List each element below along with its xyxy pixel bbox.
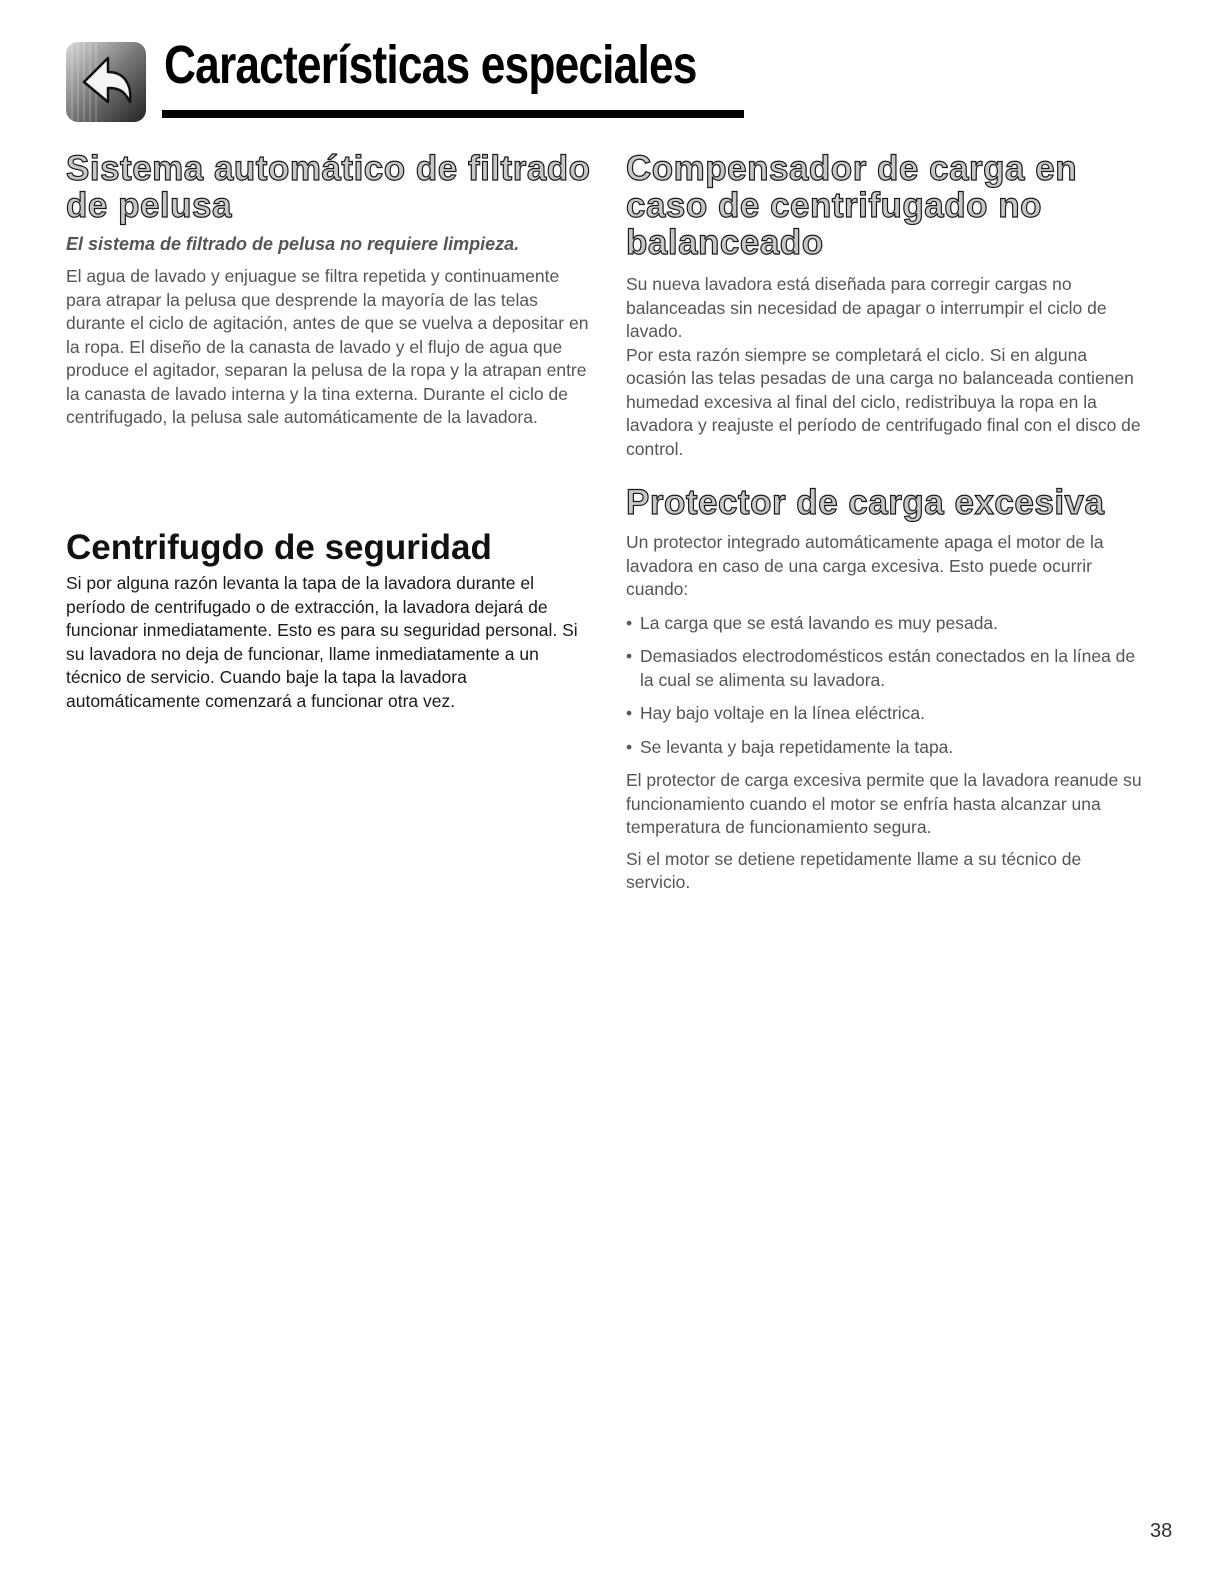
title-underline [162, 110, 744, 118]
lint-filter-section [66, 150, 596, 438]
unbalanced-load-heading: Compensador de carga en caso de centrifugado no balanceado [626, 149, 1078, 262]
arrow-hand-icon [64, 40, 148, 124]
safety-spin-heading: Centrifugdo de seguridad [66, 528, 492, 567]
unbalanced-load-section [626, 150, 1146, 469]
safety-spin-body: Si por alguna razón levanta la tapa de la lavadora durante el período de centrifugado o de extracción, la lavadora dejará de funcionar inmediatamente. Esto es para su seguridad personal. Si su lavadora no deja de funcionar, llame inmediatamente a un técnico de servicio. Cuando baje la tapa la lavadora automáticamente comenzará a funcionar otra vez. [66, 573, 578, 711]
overload-protector-section [626, 484, 1146, 903]
list-item: • Hay bajo voltaje en la línea eléctrica. [626, 703, 926, 723]
overload-protector-body-2: Si el motor se detiene repetidamente llame a su técnico de servicio. [626, 848, 1082, 892]
page-title: Características especiales [164, 35, 697, 95]
list-item: • Se levanta y baja repetidamente la tapa. [626, 736, 954, 757]
page-number: 38 [1150, 1520, 1173, 1542]
overload-protector-heading: Protector de carga excesiva [626, 483, 1105, 522]
lint-filter-heading: Sistema automático de filtrado de pelusa [66, 149, 591, 225]
overload-protector-body-1: El protector de carga excesiva permite que la lavadora reanude su funcionamiento cuando el motor se enfría hasta alcanzar una temperatura de funcionamiento segura. [626, 770, 1142, 837]
overload-protector-intro: Un protector integrado automáticamente apaga el motor de la lavadora en caso de una carga excesiva. Esto puede ocurrir cuando: [626, 532, 1104, 599]
list-item: • Demasiados electrodomésticos están conectados en la línea de la cual se alimenta su lavadora. [626, 646, 1136, 690]
lint-filter-body: El agua de lavado y enjuague se filtra repetida y continuamente para atrapar la pelusa que desprende la mayoría de las telas durante el ciclo de agitación, antes de que se vuelva a depositar en la ropa. El diseño de la canasta de lavado y el flujo de agua que produce el agitador, separan la pelusa de la ropa y la atrapan entre la canasta de lavado interna y la tina externa. Durante el ciclo de centrifugado, la pelusa sale automáticamente de la lavadora. [66, 266, 589, 427]
safety-spin-section [66, 528, 596, 721]
unbalanced-load-body-2: Por esta razón siempre se completará el ciclo. Si en alguna ocasión las telas pesadas de una carga no balanceada contienen humedad excesiva al final del ciclo, redistribuya la ropa en la lavadora y reajuste el período de centrifugado final con el disco de control. [626, 344, 1141, 459]
unbalanced-load-body-1: Su nueva lavadora está diseñada para corregir cargas no balanceadas sin necesidad de apagar o interrumpir el ciclo de lavado. [626, 274, 1107, 341]
lint-filter-subtitle: El sistema de filtrado de pelusa no requiere limpieza. [66, 234, 520, 254]
list-item: • La carga que se está lavando es muy pesada. [626, 612, 999, 633]
